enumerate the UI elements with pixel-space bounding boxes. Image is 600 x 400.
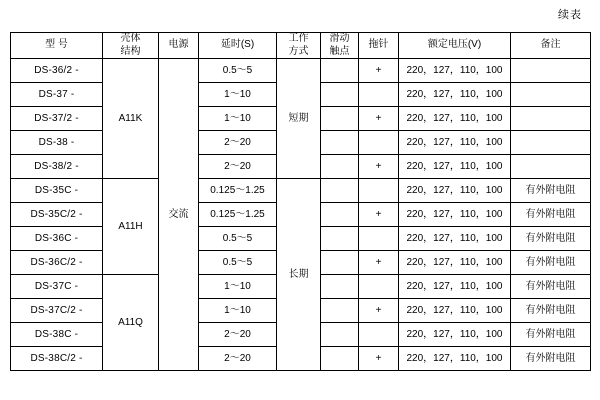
cell-remark (511, 83, 591, 107)
header-case-line1: 壳体 (120, 33, 141, 44)
header-voltage-line1: 额定电压(V) (427, 39, 482, 51)
cell-remark: 有外附电阻 (511, 227, 591, 251)
header-case-structure (103, 33, 159, 59)
cell-drag-pointer (359, 83, 399, 107)
cell-drag-pointer: + (359, 155, 399, 179)
header-delay (199, 33, 277, 59)
header-power-line1: 电源 (168, 39, 189, 51)
cell-delay: 1～10 (199, 107, 277, 131)
cell-delay: 1～10 (199, 275, 277, 299)
cell-delay: 2～20 (199, 347, 277, 371)
header-drag-line1: 拖针 (368, 39, 389, 51)
table-row (11, 179, 591, 203)
cell-sliding-contact (321, 275, 359, 299)
cell-model: DS-36C/2 - (11, 251, 103, 275)
header-rated-voltage (399, 33, 511, 59)
cell-remark (511, 59, 591, 83)
cell-drag-pointer: + (359, 251, 399, 275)
header-slide-line2: 触点 (329, 45, 350, 57)
cell-sliding-contact (321, 155, 359, 179)
cell-rated-voltage: 220，127，110，100 (399, 347, 511, 371)
table-header-row (11, 33, 591, 59)
cell-case-structure: A11Q (103, 275, 159, 371)
cell-model: DS-38C/2 - (11, 347, 103, 371)
header-delay-line1: 延时(S) (220, 39, 255, 51)
cell-work-mode: 短期 (277, 59, 321, 179)
cell-sliding-contact (321, 323, 359, 347)
cell-rated-voltage: 220，127，110，100 (399, 323, 511, 347)
cell-delay: 0.125～1.25 (199, 203, 277, 227)
cell-drag-pointer: + (359, 299, 399, 323)
table-header-row-group (11, 33, 591, 59)
cell-rated-voltage: 220，127，110，100 (399, 203, 511, 227)
cell-power: 交流 (159, 59, 199, 371)
cell-rated-voltage: 220，127，110，100 (399, 83, 511, 107)
spec-table-container (10, 32, 590, 371)
cell-remark: 有外附电阻 (511, 179, 591, 203)
cell-delay: 2～20 (199, 131, 277, 155)
cell-delay: 0.5～5 (199, 59, 277, 83)
cell-remark (511, 155, 591, 179)
cell-rated-voltage: 220，127，110，100 (399, 251, 511, 275)
cell-rated-voltage: 220，127，110，100 (399, 131, 511, 155)
cell-model: DS-38/2 - (11, 155, 103, 179)
header-model-line1: 型 号 (45, 39, 68, 51)
header-case-line2: 结构 (120, 45, 141, 57)
cell-remark (511, 107, 591, 131)
continued-table-label: 续表 (558, 9, 582, 21)
cell-rated-voltage: 220，127，110，100 (399, 107, 511, 131)
cell-delay: 0.5～5 (199, 251, 277, 275)
table-row (11, 59, 591, 83)
cell-delay: 2～20 (199, 155, 277, 179)
cell-delay: 1～10 (199, 299, 277, 323)
cell-model: DS-37/2 - (11, 107, 103, 131)
header-work-line2: 方式 (288, 45, 309, 57)
header-sliding-contact (321, 33, 359, 59)
cell-sliding-contact (321, 203, 359, 227)
cell-model: DS-38C - (11, 323, 103, 347)
cell-sliding-contact (321, 347, 359, 371)
cell-model: DS-36/2 - (11, 59, 103, 83)
cell-model: DS-37 - (11, 83, 103, 107)
cell-drag-pointer: + (359, 107, 399, 131)
cell-sliding-contact (321, 59, 359, 83)
header-model (11, 33, 103, 59)
cell-drag-pointer: + (359, 347, 399, 371)
cell-work-mode: 长期 (277, 179, 321, 371)
cell-rated-voltage: 220，127，110，100 (399, 275, 511, 299)
cell-rated-voltage: 220，127，110，100 (399, 179, 511, 203)
cell-rated-voltage: 220，127，110，100 (399, 59, 511, 83)
cell-sliding-contact (321, 131, 359, 155)
cell-case-structure: A11H (103, 179, 159, 275)
cell-model: DS-37C - (11, 275, 103, 299)
cell-remark: 有外附电阻 (511, 251, 591, 275)
cell-drag-pointer (359, 131, 399, 155)
cell-remark (511, 131, 591, 155)
cell-sliding-contact (321, 251, 359, 275)
cell-drag-pointer (359, 275, 399, 299)
cell-sliding-contact (321, 107, 359, 131)
header-power (159, 33, 199, 59)
cell-model: DS-35C/2 - (11, 203, 103, 227)
cell-remark: 有外附电阻 (511, 323, 591, 347)
relay-spec-table (10, 32, 591, 371)
cell-sliding-contact (321, 83, 359, 107)
cell-remark: 有外附电阻 (511, 275, 591, 299)
cell-rated-voltage: 220，127，110，100 (399, 299, 511, 323)
cell-rated-voltage: 220，127，110，100 (399, 155, 511, 179)
cell-drag-pointer (359, 227, 399, 251)
cell-delay: 2～20 (199, 323, 277, 347)
table-body (11, 59, 591, 371)
cell-delay: 1～10 (199, 83, 277, 107)
cell-model: DS-35C - (11, 179, 103, 203)
cell-delay: 0.125～1.25 (199, 179, 277, 203)
cell-drag-pointer: + (359, 59, 399, 83)
cell-remark: 有外附电阻 (511, 299, 591, 323)
cell-remark: 有外附电阻 (511, 203, 591, 227)
cell-drag-pointer (359, 323, 399, 347)
cell-sliding-contact (321, 227, 359, 251)
cell-model: DS-36C - (11, 227, 103, 251)
cell-sliding-contact (321, 179, 359, 203)
header-slide-line1: 滑动 (329, 33, 350, 44)
header-work-mode (277, 33, 321, 59)
cell-case-structure: A11K (103, 59, 159, 179)
header-work-line1: 工作 (288, 33, 309, 44)
cell-rated-voltage: 220，127，110，100 (399, 227, 511, 251)
cell-model: DS-38 - (11, 131, 103, 155)
cell-delay: 0.5～5 (199, 227, 277, 251)
cell-drag-pointer: + (359, 203, 399, 227)
header-note-line1: 备注 (540, 39, 561, 51)
cell-remark: 有外附电阻 (511, 347, 591, 371)
cell-model: DS-37C/2 - (11, 299, 103, 323)
header-drag-pointer (359, 33, 399, 59)
header-remarks (511, 33, 591, 59)
cell-drag-pointer (359, 179, 399, 203)
cell-sliding-contact (321, 299, 359, 323)
